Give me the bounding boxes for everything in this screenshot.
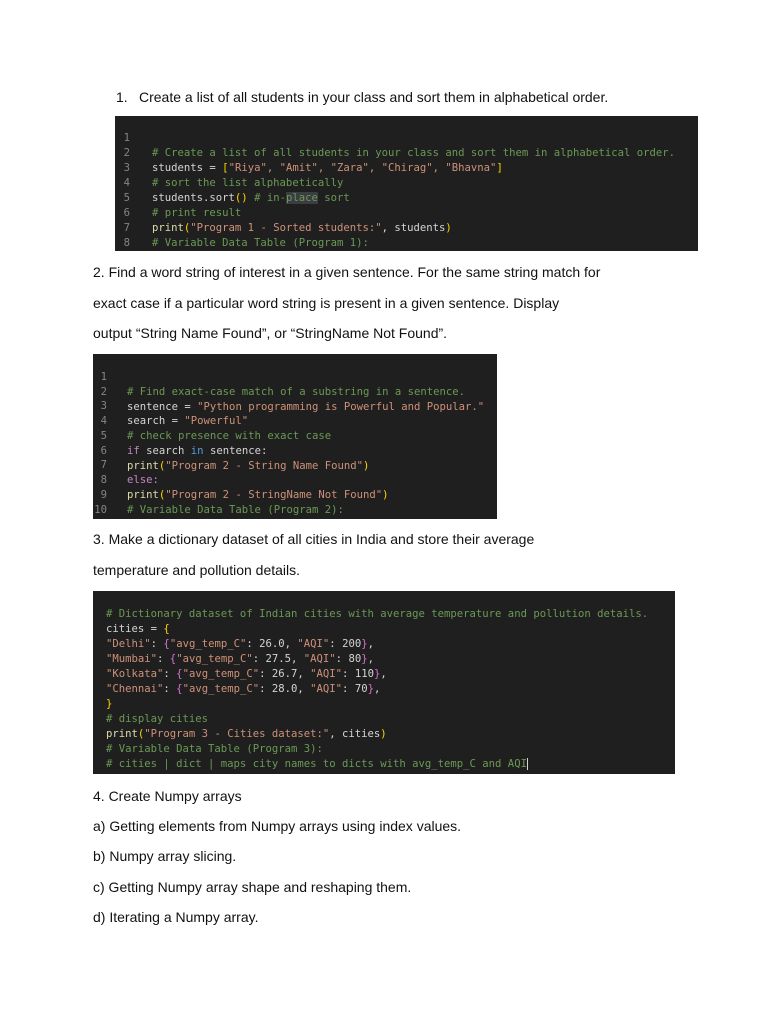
question-1-number: 1. — [116, 89, 128, 105]
code-function: print — [127, 489, 159, 501]
code-comment: # Variable Data Table (Program 3): — [106, 743, 323, 755]
code-comment: # Variable Data Table (Program 1): — [152, 237, 369, 249]
question-4-item-d: d) Iterating a Numpy array. — [93, 909, 259, 925]
code-string: "Python programming is Powerful and Popular." — [197, 401, 485, 413]
code-highlight: place — [285, 192, 318, 204]
code-bracket: ( — [158, 460, 166, 472]
code-comment: # print result — [152, 207, 242, 219]
question-1 — [116, 88, 608, 106]
code-line: "Mumbai": {"avg_temp_C": 27.5, "AQI": 80}, — [106, 653, 374, 665]
question-2-line-2: exact case if a particular word string is present in a given sentence. Display — [93, 295, 560, 311]
code-string: "avg_temp_C" — [182, 668, 260, 680]
code-line — [93, 503, 497, 518]
code-bracket: ] — [496, 162, 503, 174]
code-line — [93, 727, 675, 755]
code-comment: sort — [317, 192, 350, 204]
code-comment: # cities | dict | maps city names to dicts with avg_temp_C and AQI — [106, 758, 527, 770]
question-3-line-2: temperature and pollution details. — [93, 562, 301, 578]
code-comment: # Create a list of all students in your class and sort them in alphabetical order. — [152, 147, 675, 159]
city-avg-temp: 27.5 — [265, 653, 292, 665]
code-comment: # check presence with exact case — [127, 430, 332, 442]
line-number: 1 — [123, 132, 130, 144]
question-3-line-1: 3. Make a dictionary dataset of all cities in India and store their average — [93, 531, 535, 547]
code-bracket: } — [106, 698, 113, 710]
line-number: 3 — [100, 400, 107, 412]
line-number: 5 — [100, 430, 107, 442]
city-aqi: 80 — [348, 653, 362, 665]
code-block-program-2 — [93, 354, 497, 519]
city-name: "Mumbai" — [106, 653, 158, 665]
line-number: 8 — [123, 237, 130, 249]
city-aqi: 110 — [354, 668, 374, 680]
line-number: 8 — [100, 474, 107, 486]
code-string: "avg_temp_C" — [169, 638, 247, 650]
code-line: "Delhi": {"avg_temp_C": 26.0, "AQI": 200}, — [106, 638, 374, 650]
code-bracket: ) — [380, 728, 387, 740]
code-line — [93, 697, 675, 725]
code-bracket: { — [163, 623, 170, 635]
code-line — [93, 607, 675, 635]
city-avg-temp: 26.7 — [271, 668, 298, 680]
question-4-item-a: a) Getting elements from Numpy arrays using index values. — [93, 818, 462, 834]
code-string: "avg_temp_C" — [182, 683, 260, 695]
code-comment: # Find exact-case match of a substring in a sentence. — [127, 386, 466, 398]
line-number: 6 — [100, 445, 107, 457]
city-name: "Chennai" — [106, 683, 164, 695]
line-number: 5 — [123, 192, 130, 204]
code-bracket: ) — [363, 460, 370, 472]
question-4-title: 4. Create Numpy arrays — [93, 788, 242, 804]
code-token: students = — [152, 162, 223, 174]
code-string: "AQI" — [310, 683, 343, 695]
code-line — [115, 116, 698, 159]
code-token: cities = — [106, 623, 164, 635]
code-line: "Kolkata": {"avg_temp_C": 26.7, "AQI": 110}, — [106, 668, 387, 680]
code-string: "AQI" — [303, 653, 336, 665]
code-function: print — [106, 728, 138, 740]
code-token: , — [373, 683, 381, 695]
code-bracket: ) — [382, 489, 389, 501]
code-token: search — [139, 445, 191, 457]
city-avg-temp: 26.0 — [259, 638, 285, 650]
code-line: "Chennai": {"avg_temp_C": 28.0, "AQI": 70}, — [106, 683, 381, 695]
code-bracket: () — [234, 192, 248, 204]
code-token: , — [380, 668, 387, 680]
code-token: , students — [381, 222, 446, 234]
code-comment: # sort the list alphabetically — [152, 177, 344, 189]
line-number: 4 — [123, 177, 130, 189]
city-aqi: 200 — [342, 638, 362, 650]
line-number: 2 — [123, 147, 130, 159]
code-keyword: in — [190, 445, 204, 457]
code-token: , — [367, 653, 374, 665]
code-line — [93, 355, 497, 398]
line-number: 1 — [100, 371, 107, 383]
code-bracket: ( — [183, 222, 191, 234]
line-number: 9 — [100, 489, 107, 501]
line-number: 2 — [100, 386, 107, 398]
line-number — [93, 518, 107, 519]
code-bracket: [ — [222, 162, 229, 174]
code-comment: # Dictionary dataset of Indian cities with average temperature and pollution details. — [106, 608, 649, 620]
line-number: 7 — [123, 222, 130, 234]
code-bracket: ) — [445, 222, 452, 234]
code-token: search = — [127, 415, 185, 427]
city-name: "Kolkata" — [106, 668, 164, 680]
code-function: print — [127, 460, 159, 472]
question-4-item-b: b) Numpy array slicing. — [93, 848, 237, 864]
line-number: 10 — [94, 504, 107, 516]
code-line — [93, 742, 675, 770]
code-token: sentence: — [203, 445, 268, 457]
code-line — [115, 236, 698, 251]
code-string: "Program 3 - Cities dataset:" — [144, 728, 330, 740]
question-4-item-c: c) Getting Numpy array shape and reshaping them. — [93, 879, 412, 895]
line-number: 6 — [123, 207, 130, 219]
code-string: "avg_temp_C" — [176, 653, 253, 665]
line-number: 3 — [123, 162, 130, 174]
code-string: "AQI" — [310, 668, 343, 680]
question-2-line-3: output “String Name Found”, or “StringName Not Found”. — [93, 325, 448, 341]
city-aqi: 70 — [354, 683, 368, 695]
code-block-program-3 — [93, 591, 675, 774]
code-bracket: ( — [158, 489, 166, 501]
code-string: "Program 2 - StringName Not Found" — [165, 489, 383, 501]
code-token: students.sort — [152, 192, 235, 204]
city-avg-temp: 28.0 — [271, 683, 298, 695]
code-token: , — [367, 638, 374, 650]
code-bracket: ( — [137, 728, 145, 740]
code-comment: # in- — [247, 192, 286, 204]
code-string: "Riya", "Amit", "Zara", "Chirag", "Bhavna" — [228, 162, 497, 174]
line-number: 4 — [100, 415, 107, 427]
question-1-text: Create a list of all students in your class and sort them in alphabetical order. — [139, 89, 609, 105]
code-function: print — [152, 222, 184, 234]
code-line — [93, 712, 675, 740]
code-string: "Program 1 - Sorted students:" — [190, 222, 382, 234]
line-number: 7 — [100, 459, 107, 471]
code-comment: # Variable Data Table (Program 2): — [127, 504, 344, 516]
code-comment: # display cities — [106, 713, 209, 725]
question-2-line-1: 2. Find a word string of interest in a given sentence. For the same string match for — [93, 264, 601, 280]
code-token: sentence = — [127, 401, 198, 413]
code-keyword: if — [127, 445, 140, 457]
code-string: "Powerful" — [184, 415, 249, 427]
code-string: "Program 2 - String Name Found" — [165, 460, 363, 472]
city-name: "Delhi" — [106, 638, 151, 650]
code-block-program-1 — [115, 116, 698, 251]
code-line — [93, 592, 675, 620]
code-token: , cities — [329, 728, 381, 740]
code-string: "AQI" — [297, 638, 330, 650]
code-line — [93, 682, 675, 710]
code-keyword: else: — [127, 474, 159, 486]
